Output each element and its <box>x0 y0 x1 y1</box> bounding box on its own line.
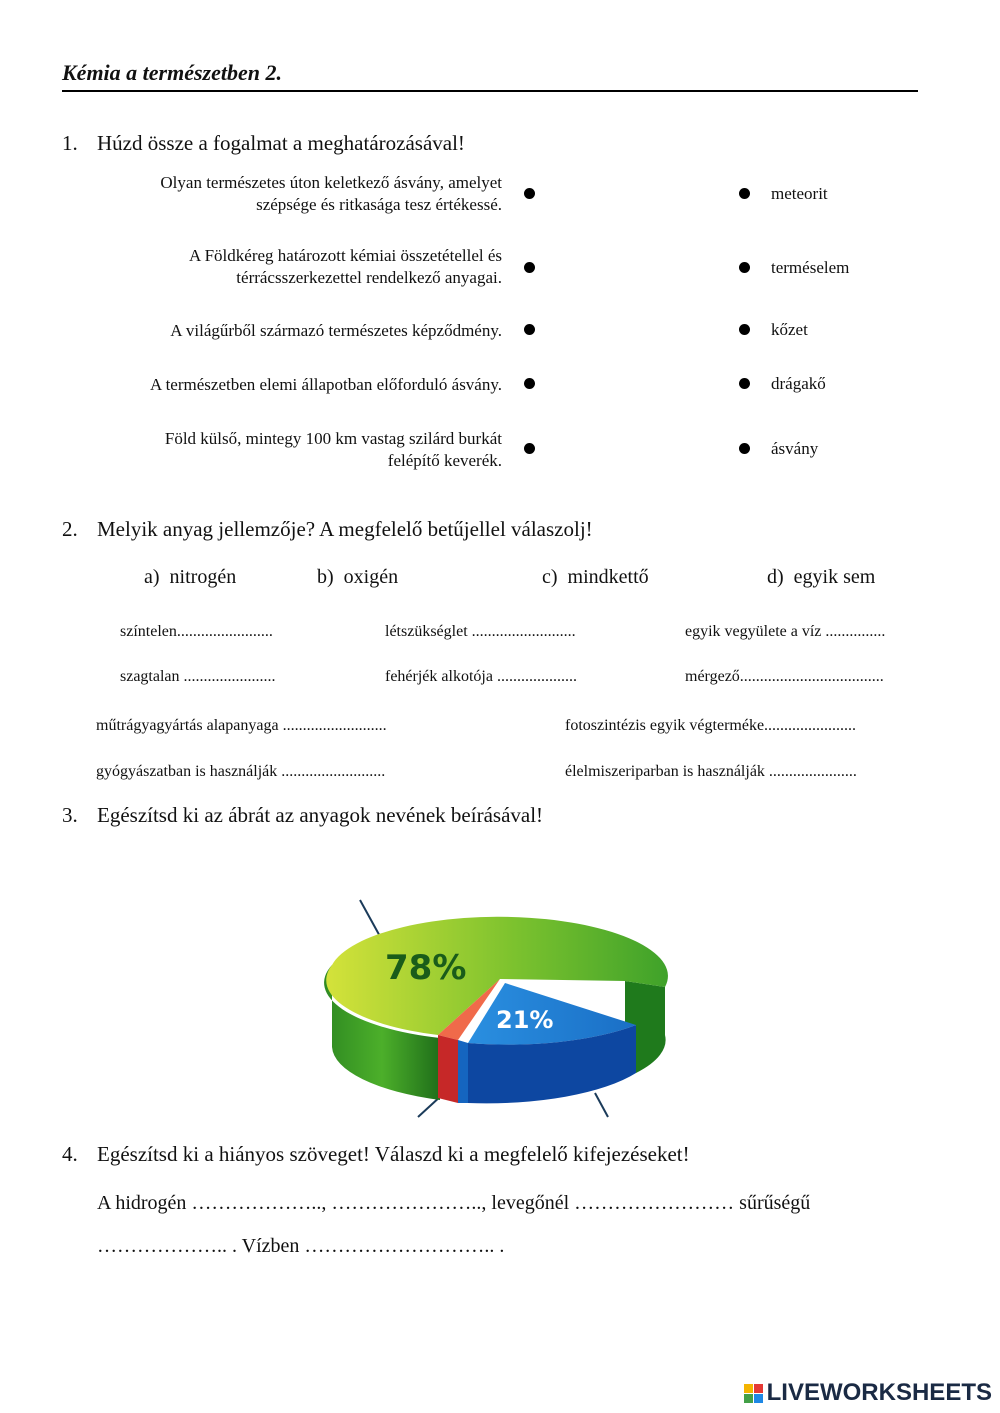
left-match-dot-1[interactable] <box>524 188 535 199</box>
q3-text: Egészítsd ki az ábrát az anyagok nevének beírásával! <box>97 803 544 827</box>
left-match-dot-4[interactable] <box>524 378 535 389</box>
pointer-line-blue <box>595 1093 608 1117</box>
option-a-letter: a) <box>144 566 160 588</box>
q2-number: 2. <box>62 517 78 541</box>
q2-text: Melyik anyag jellemzője? A megfelelő betűjellel válaszolj! <box>97 517 593 541</box>
definition-5-line-2: felépítő keverék. <box>387 451 502 470</box>
fill-mergezo[interactable]: mérgező.................................... <box>685 668 884 685</box>
right-match-dot-3[interactable] <box>739 324 750 335</box>
right-match-dot-2[interactable] <box>739 262 750 273</box>
definition-1-line-2: szépsége és ritkasága tesz értékessé. <box>256 195 502 214</box>
term-1: meteorit <box>771 184 828 203</box>
q1-number: 1. <box>62 131 78 155</box>
fill-elelmiszeripar[interactable]: élelmiszeriparban is használják ...................... <box>565 763 857 780</box>
fill-feherjek[interactable]: fehérjék alkotója .................... <box>385 668 577 685</box>
fill-szintelen[interactable]: színtelen........................ <box>120 623 273 640</box>
term-5: ásvány <box>771 439 819 458</box>
fill-letszukseglet[interactable]: létszükséglet .......................... <box>385 623 576 640</box>
definition-1 <box>62 172 502 216</box>
fill-gyogyaszat[interactable]: gyógyászatban is használják .......................... <box>96 763 386 780</box>
fill-szagtalan[interactable]: szagtalan ....................... <box>120 668 276 685</box>
option-c <box>542 566 649 589</box>
definition-2-line-2: térrácsszerkezettel rendelkező anyagai. <box>236 268 502 287</box>
option-b-letter: b) <box>317 566 334 588</box>
left-match-dot-5[interactable] <box>524 443 535 454</box>
definition-4 <box>62 374 502 396</box>
definition-3 <box>62 320 502 342</box>
left-match-dot-2[interactable] <box>524 262 535 273</box>
q4-number: 4. <box>62 1142 78 1166</box>
label-78: 78% <box>385 948 467 988</box>
right-match-dot-1[interactable] <box>739 188 750 199</box>
right-match-dot-5[interactable] <box>739 443 750 454</box>
page-title: Kémia a természetben 2. <box>62 60 918 92</box>
logo-text: LIVEWORKSHEETS <box>766 1379 992 1406</box>
term-2: terméselem <box>771 258 850 277</box>
q1-text: Húzd össze a fogalmat a meghatározásával! <box>97 131 465 155</box>
option-d-label: egyik sem <box>793 566 876 588</box>
q4-text: Egészítsd ki a hiányos szöveget! Válaszd ki a megfelelő kifejezéseket! <box>97 1142 690 1166</box>
fill-mutragya[interactable]: műtrágyagyártás alapanyaga .......................... <box>96 717 387 734</box>
fill-fotoszintezis[interactable]: fotoszintézis egyik végterméke....................... <box>565 717 857 734</box>
definition-5-line-1: Föld külső, mintegy 100 km vastag szilárd burkát <box>164 429 502 448</box>
pointer-line-green <box>360 900 382 940</box>
term-3: kőzet <box>771 320 808 339</box>
q4-line-1[interactable]: A hidrogén ……………….., ………………….., levegőnél …………………… sűrűségű <box>97 1192 811 1214</box>
definition-2 <box>62 245 502 289</box>
left-match-dot-3[interactable] <box>524 324 535 335</box>
option-a <box>144 566 236 589</box>
option-d <box>767 566 875 589</box>
option-c-label: mindkettő <box>567 566 649 588</box>
option-b-label: oxigén <box>343 566 399 588</box>
right-match-dot-4[interactable] <box>739 378 750 389</box>
option-b <box>317 566 398 589</box>
pie-slice-1-side <box>438 1035 458 1103</box>
option-d-letter: d) <box>767 566 784 588</box>
definition-2-line-1: A Földkéreg határozott kémiai összetétellel és <box>189 246 502 265</box>
fill-vegyulete-viz[interactable]: egyik vegyülete a víz ............... <box>685 623 886 640</box>
liveworksheets-logo <box>744 1379 992 1407</box>
definition-3-line-1: A világűrből származó természetes képződmény. <box>170 321 502 340</box>
option-a-label: nitrogén <box>169 566 237 588</box>
pie-slice-21-edge <box>458 1040 468 1103</box>
definition-5 <box>62 428 502 472</box>
logo-icon <box>744 1384 763 1403</box>
option-c-letter: c) <box>542 566 558 588</box>
label-21: 21% <box>496 1006 554 1034</box>
definition-4-line-1: A természetben elemi állapotban előforduló ásvány. <box>150 375 502 394</box>
term-4: drágakő <box>771 374 826 393</box>
definition-1-line-1: Olyan természetes úton keletkező ásvány, amelyet <box>160 173 502 192</box>
pie-chart <box>320 895 680 1125</box>
q4-line-2[interactable]: ……………….. . Vízben ……………………….. . <box>97 1235 505 1257</box>
q3-number: 3. <box>62 803 78 827</box>
